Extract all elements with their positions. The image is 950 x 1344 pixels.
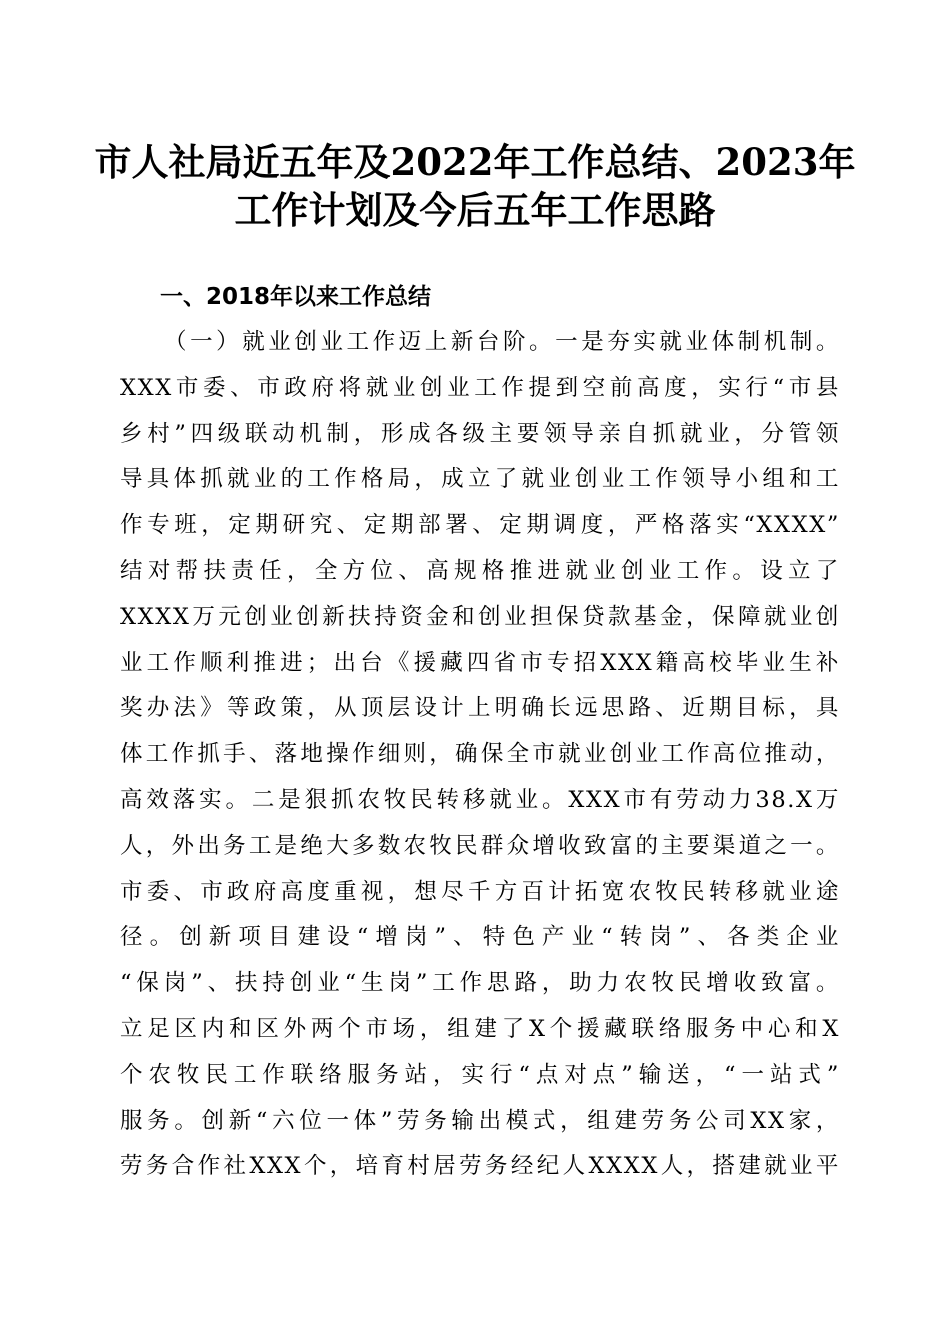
title-line-2: 工作计划及今后五年工作思路: [234, 188, 716, 232]
body-line: 个农牧民工作联络服务站，实行“点对点”输送，“一站式”: [120, 1061, 840, 1088]
body-line: 服务。创新“六位一体”劳务输出模式，组建劳务公司XX家，: [120, 1107, 840, 1134]
body-line: 劳务合作社XXX个，培育村居劳务经纪人XXXX人，搭建就业平: [120, 1153, 840, 1180]
body-line: “保岗”、扶持创业“生岗”工作思路，助力农牧民增收致富。: [120, 970, 840, 997]
body-line: 市委、市政府高度重视，想尽千方百计拓宽农牧民转移就业途: [120, 878, 840, 905]
body-line: 体工作抓手、落地操作细则，确保全市就业创业工作高位推动，: [120, 741, 840, 768]
body-line: 高效落实。二是狠抓农牧民转移就业。XXX市有劳动力38.X万: [120, 786, 840, 813]
body-line: 导具体抓就业的工作格局，成立了就业创业工作领导小组和工: [120, 466, 840, 493]
body-line: 奖办法》等政策，从顶层设计上明确长远思路、近期目标，具: [120, 695, 840, 722]
body-line: 立足区内和区外两个市场，组建了X个援藏联络服务中心和X: [120, 1015, 840, 1042]
body-line: XXX市委、市政府将就业创业工作提到空前高度，实行“市县: [120, 374, 840, 401]
body-line: 业工作顺利推进；出台《援藏四省市专招XXX籍高校毕业生补: [120, 649, 840, 676]
body-line: 人，外出务工是绝大多数农牧民群众增收致富的主要渠道之一。: [120, 832, 840, 859]
document-title: [60, 138, 890, 234]
body-line: 结对帮扶责任，全方位、高规格推进就业创业工作。设立了: [120, 557, 840, 584]
body-line: 乡村”四级联动机制，形成各级主要领导亲自抓就业，分管领: [120, 420, 840, 447]
body-line: （一）就业创业工作迈上新台阶。一是夯实就业体制机制。: [164, 329, 840, 355]
body-line: 径。创新项目建设“增岗”、特色产业“转岗”、各类企业: [120, 924, 840, 951]
body-line: 作专班，定期研究、定期部署、定期调度，严格落实“XXXX”: [120, 512, 840, 539]
section-heading: 一、2018年以来工作总结: [160, 284, 432, 310]
body-line: XXXX万元创业创新扶持资金和创业担保贷款基金，保障就业创: [120, 603, 840, 630]
title-line-1: 市人社局近五年及2022年工作总结、2023年: [94, 140, 856, 184]
body-text: [120, 320, 840, 1190]
